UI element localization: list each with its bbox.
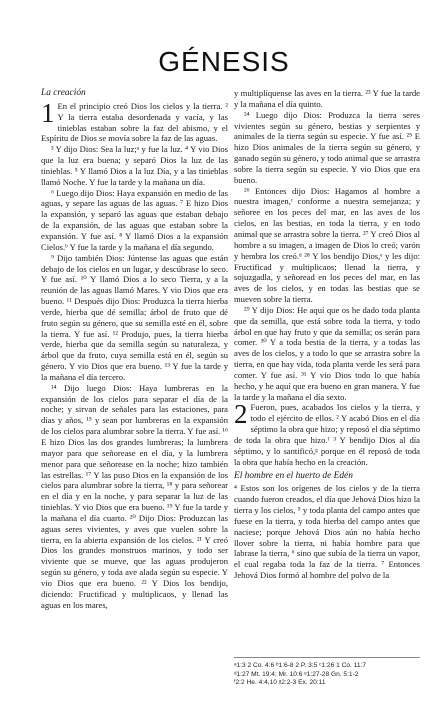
footnote-line: ᵃ1:3 2 Co. 4:6 ᵇ1:6-8 2 P. 3:5 ᶜ1:26 1 Co. 11:7 <box>234 662 367 669</box>
verse-paragraph: ¹⁴ Dijo luego Dios: Haya lumbreras en la expansión de los cielos para separar el día de la noche; y sirvan de señales para las estaciones, para días y años, ¹⁵ y sean por lumbreras en la expansión de los cielos para alumbrar sobre la tierra. Y fue así. ¹⁶ E hizo Dios las dos grandes lumbreras; la lumbrera mayor para que señorease en el día, y la lumbrera menor para que señorease en la noche; hizo también las estrellas. ¹⁷ Y las puso Dios en la expansión de los cielos para alumbrar sobre la tierra, ¹⁸ y para señorear en el día y en la noche, y para separar la luz de las tinieblas. Y vio Dios que era bueno. ¹⁹ Y fue la tarde y la mañana el día cuarto. ²⁰ Dijo Dios: Produzcan las aguas seres vivientes, y aves que vuelen sobre la tierra, en la abierta expansión de los cielos. ²¹ Y creó Dios los grandes monstruos marinos, y todo ser viviente que se mueve, que las aguas produjeron según su género, y toda ave alada según su especie. Y vio Dios que era bueno. ²² Y Dios los bendijo, diciendo: Fructificad y multiplicaos, y llenad las aguas en los mares, <box>41 382 228 610</box>
right-column <box>234 88 420 581</box>
chapter-number-2: 2 <box>234 402 248 430</box>
verse-paragraph: Fueron, pues, acabados los cielos y la tierra, y todo el ejército de ellos. ² Y acabó Dios en el día séptimo la obra que hizo; y reposó el día séptimo de toda la obra que hizo.ᶠ ³ Y bendijo Dios al día séptimo, y lo santificó,ᵍ porque en él reposó de toda la obra que había hecho en la creación. <box>234 402 420 467</box>
verse-paragraph: En el principio creó Dios los cielos y la tierra. ² Y la tierra estaba desordenada y vacía, y las tinieblas estaban sobre la faz del abismo, y el Espíritu de Dios se movía sobre la faz de las aguas. <box>41 100 228 144</box>
section-heading-creation: La creación <box>41 88 86 98</box>
footnote-line: ᶠ2:2 He. 4:4,10 ᵍ2:2-3 Ex. 20:11 <box>234 679 326 687</box>
verse-paragraph: ²⁹ Y dijo Dios: He aquí que os he dado toda planta que da semilla, que está sobre toda la tierra, y todo árbol en que hay fruto y que da semilla; os serán para comer. ³⁰ Y a toda bestia de la tierra, y a todas las aves de los cielos, y a todo lo que se arrastra sobre la tierra, en que hay vida, toda planta verde les será para comer. Y fue así. ³¹ Y vio Dios todo lo que había hecho, y he aquí que era bueno en gran manera. Y fue la tarde y la mañana el día sexto. <box>234 304 420 402</box>
footnote-line: ᵈ1:27 Mt. 19:4; Mr. 10:6 ᵉ1:27-28 Gn. 5:1-2 <box>234 670 359 678</box>
cross-references <box>234 662 420 688</box>
left-column <box>41 88 228 611</box>
verse-paragraph: ⁶ Luego dijo Dios: Haya expansión en medio de las aguas, y separe las aguas de las aguas. ⁷ E hizo Dios la expansión, y separó las aguas que estaban debajo de la expansión, de las aguas que estaban sobre la expansión. Y fue así. ⁸ Y llamó Dios a la expansión Cielos.ᵇ Y fue la tarde y la mañana el día segundo. <box>41 187 228 252</box>
verse-paragraph: ⁹ Dijo también Dios: Júntense las aguas que están debajo de los cielos en un lugar, y descúbrase lo seco. Y fue así. ¹⁰ Y llamó Dios a lo seco Tierra, y a la reunión de las aguas llamó Mares. Y vio Dios que era bueno. ¹¹ Después dijo Dios: Produzca la tierra hierba verde, hierba que dé semilla; árbol de fruto que dé fruto según su género, que su semilla esté en él, sobre la tierra. Y fue así. ¹² Produjo, pues, la tierra hierba verde, hierba que da semilla según su naturaleza, y árbol que da fruto, cuya semilla está en él, según su género. Y vio Dios que era bueno. ¹³ Y fue la tarde y la mañana el día tercero. <box>41 252 228 382</box>
verse-paragraph: ²⁶ Entonces dijo Dios: Hagamos al hombre a nuestra imagen,ᶜ conforme a nuestra semejanza; y señoree en los peces del mar, en las aves de los cielos, en las bestias, en toda la tierra, y en todo animal que se arrastra sobre la tierra. ²⁷ Y creó Dios al hombre a su imagen, a imagen de Dios lo creó; varón y hembra los creó.ᵈ ²⁸ Y los bendijo Dios,ᵉ y les dijo: Fructificad y multiplicaos; llenad la tierra, y sojuzgadla, y señoread en los peces del mar, en las aves de los cielos, y en todas las bestias que se mueven sobre la tierra. <box>234 185 420 305</box>
verse-paragraph: ³ Y dijo Dios: Sea la luz;ᵃ y fue la luz. ⁴ Y vio Dios que la luz era buena; y separó Dios la luz de las tinieblas. ⁵ Y llamó Dios a la luz Día, y a las tinieblas llamó Noche. Y fue la tarde y la mañana un día. <box>41 144 228 187</box>
verse-paragraph: ²⁴ Luego dijo Dios: Produzca la tierra seres vivientes según su género, bestias y serpientes y animales de la tierra según su especie. Y fue así. ²⁵ E hizo Dios animales de la tierra según su género, y ganado según su género, y todo animal que se arrastra sobre la tierra según su especie. Y vio Dios que era bueno. <box>234 109 420 185</box>
chapter-1-start <box>41 101 228 144</box>
section-heading-eden: El hombre en el huerto de Edén <box>234 470 353 481</box>
chapter-2-start <box>234 402 420 467</box>
verse-paragraph: y multiplíquense las aves en la tierra. ²³ Y fue la tarde y la mañana el día quinto. <box>234 88 420 109</box>
footnote-divider <box>234 657 420 658</box>
page-title: GÉNESIS <box>158 46 290 77</box>
chapter-number-1: 1 <box>41 100 55 128</box>
verse-paragraph: ⁴ Estos son los orígenes de los cielos y de la tierra cuando fueron creados, el día que Jehová Dios hizo la tierra y los cielos, ⁵ y toda planta del campo antes que fuese en la tierra, y toda hierba del campo antes que naciese; porque Jehová Dios aún no había hecho llover sobre la tierra, ni había hombre para que labrase la tierra, ⁶ sino que subía de la tierra un vapor, el cual regaba toda la faz de la tierra. ⁷ Entonces Jehová Dios formó al hombre del polvo de la <box>234 483 420 581</box>
